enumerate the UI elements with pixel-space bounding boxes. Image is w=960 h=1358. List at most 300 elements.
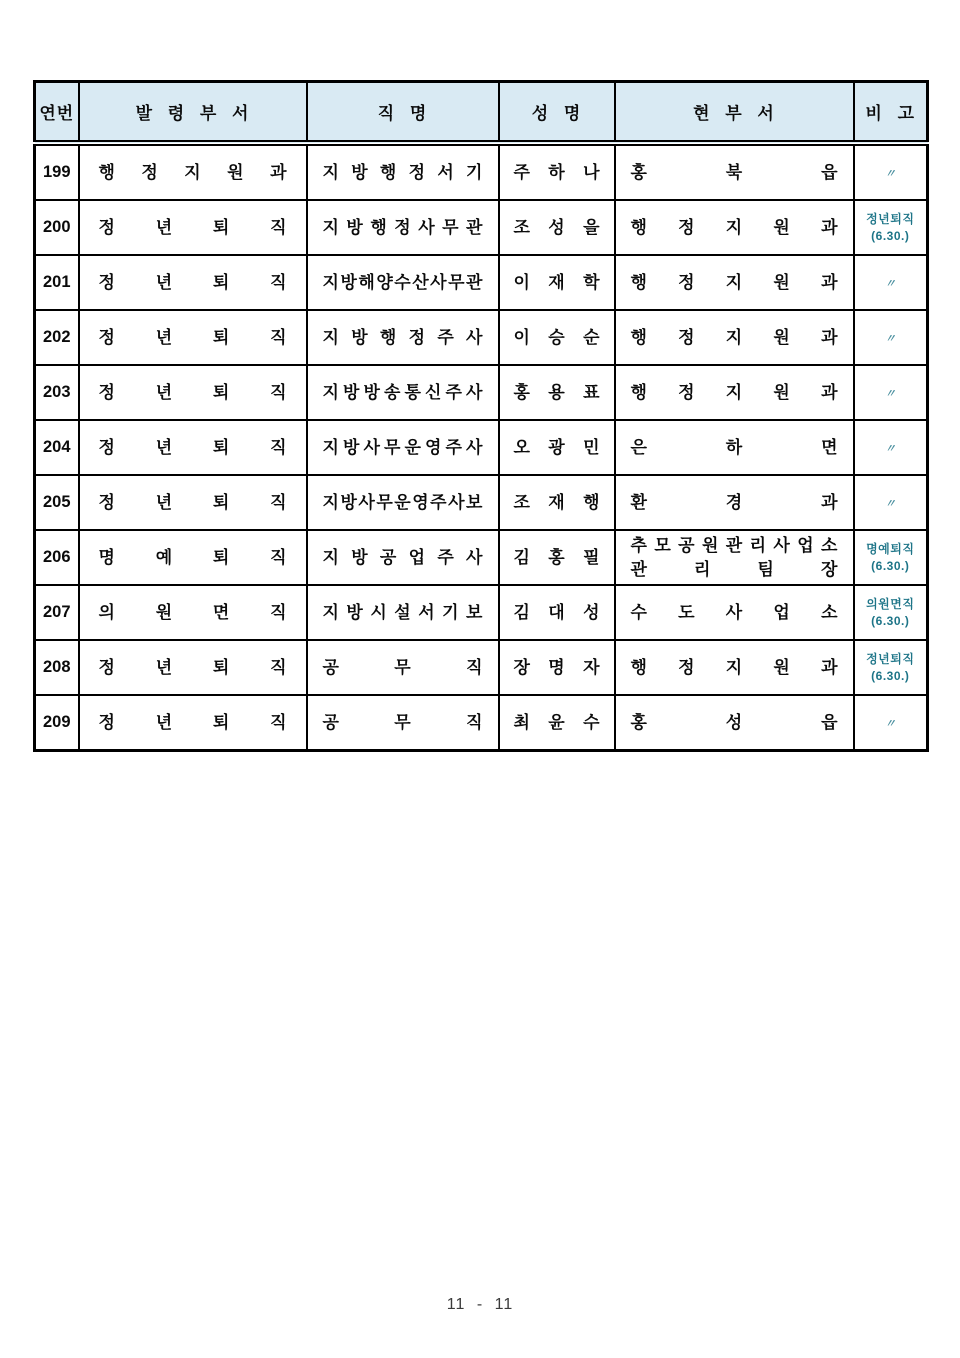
table-row <box>35 475 928 530</box>
char-token: 주 <box>445 382 462 402</box>
char-token: 방 <box>351 162 368 182</box>
char-token: 원 <box>227 162 244 182</box>
cell-position-title-text <box>308 546 498 570</box>
char-token: 년 <box>155 657 173 677</box>
cell-name-text <box>500 601 614 625</box>
cell-name-content <box>500 531 614 584</box>
cell-name-text <box>500 271 614 295</box>
char-token: 지 <box>322 327 339 347</box>
char-token: 관 <box>466 217 483 237</box>
cell-position-title-content <box>308 256 498 309</box>
char-token: 방 <box>351 547 368 567</box>
cell-assigned-dept-text <box>80 381 306 405</box>
remark-text: 명예퇴직 <box>866 541 915 556</box>
cell-name-content <box>500 476 614 529</box>
cell-current-dept <box>615 695 854 751</box>
char-token: 정 <box>141 162 158 182</box>
char-token: 정 <box>98 492 115 512</box>
cell-assigned-dept-content <box>80 201 306 254</box>
char-token: 퇴 <box>212 437 230 457</box>
char-token: 지 <box>322 492 339 512</box>
char-token: 정 <box>98 272 115 292</box>
char-token: 리 <box>749 535 766 555</box>
cell-name-text <box>500 381 614 405</box>
char-token: 사 <box>448 492 465 512</box>
cell-current-dept-content <box>616 201 853 254</box>
header-assigned-dept: 발 령 부 서 <box>79 82 307 144</box>
char-token: 과 <box>270 162 287 182</box>
cell-position-title-text <box>308 491 498 515</box>
char-token: 은 <box>630 437 647 457</box>
cell-current-dept-text <box>616 491 853 515</box>
char-token: 보 <box>466 602 483 622</box>
cell-assigned-dept <box>79 310 307 365</box>
cell-name <box>499 310 615 365</box>
table-row <box>35 640 928 695</box>
cell-remarks <box>854 475 928 530</box>
cell-position-title-text <box>308 436 498 460</box>
char-token: 산 <box>412 272 429 292</box>
cell-current-dept-content <box>616 146 853 199</box>
char-token: 업 <box>773 602 790 622</box>
cell-assigned-dept-text <box>80 216 306 240</box>
cell-remarks-content <box>855 421 927 474</box>
ditto-mark: 〃 <box>884 387 896 400</box>
cell-serial-no: 208 <box>35 640 79 695</box>
char-token: 윤 <box>548 712 565 732</box>
char-token: 지 <box>725 327 743 347</box>
cell-remarks-content <box>855 311 927 364</box>
char-token: 년 <box>155 712 173 732</box>
cell-current-dept-text <box>616 271 853 295</box>
char-token: 직 <box>270 492 287 512</box>
char-token: 정 <box>678 272 695 292</box>
char-token: 행 <box>370 217 387 237</box>
char-token: 직 <box>466 712 483 732</box>
char-token: 민 <box>583 437 600 457</box>
char-token: 과 <box>821 657 838 677</box>
char-token: 년 <box>155 492 173 512</box>
char-token: 정 <box>678 657 695 677</box>
char-token: 주 <box>445 437 462 457</box>
char-token: 설 <box>394 602 411 622</box>
char-token: 원 <box>701 535 719 555</box>
char-token: 지 <box>725 217 743 237</box>
char-token: 장 <box>821 559 838 579</box>
cell-assigned-dept-content <box>80 641 306 694</box>
char-token: 사 <box>358 492 375 512</box>
char-token: 수 <box>630 602 647 622</box>
char-token: 과 <box>821 327 838 347</box>
cell-current-dept-text <box>616 711 853 735</box>
char-token: 정 <box>98 382 115 402</box>
cell-assigned-dept <box>79 640 307 695</box>
char-token: 지 <box>322 217 339 237</box>
cell-current-dept-content <box>616 256 853 309</box>
cell-position-title <box>307 200 499 255</box>
char-token: 도 <box>678 602 695 622</box>
char-token: 방 <box>351 327 368 347</box>
char-token: 무 <box>384 437 401 457</box>
cell-current-dept-text <box>616 601 853 625</box>
cell-name-content <box>500 421 614 474</box>
table-row <box>35 200 928 255</box>
ditto-mark: 〃 <box>884 277 896 290</box>
cell-name-content <box>500 146 614 199</box>
cell-position-title-content <box>308 641 498 694</box>
cell-remarks-content <box>855 476 927 529</box>
char-token: 사 <box>466 547 483 567</box>
char-token: 퇴 <box>212 492 230 512</box>
cell-position-title-content <box>308 146 498 199</box>
cell-remarks-content <box>855 256 927 309</box>
cell-position-title-text <box>308 216 498 240</box>
cell-position-title <box>307 530 499 585</box>
char-token: 직 <box>466 657 483 677</box>
char-token: 행 <box>630 327 647 347</box>
cell-serial-no: 204 <box>35 420 79 475</box>
cell-position-title-content <box>308 311 498 364</box>
char-token: 지 <box>725 382 743 402</box>
char-token: 주 <box>513 162 530 182</box>
cell-name <box>499 695 615 751</box>
cell-name-text <box>500 161 614 185</box>
table-row <box>35 420 928 475</box>
char-token: 예 <box>155 547 173 567</box>
cell-assigned-dept-text <box>80 546 306 570</box>
char-token: 송 <box>384 382 401 402</box>
cell-current-dept <box>615 200 854 255</box>
cell-serial-no: 207 <box>35 585 79 640</box>
char-token: 명 <box>548 657 565 677</box>
char-token: 년 <box>155 437 173 457</box>
char-token: 무 <box>442 217 459 237</box>
header-remarks: 비 고 <box>854 82 928 144</box>
table-row <box>35 310 928 365</box>
char-token: 직 <box>270 327 287 347</box>
cell-assigned-dept-content <box>80 696 306 749</box>
cell-current-dept-content <box>616 586 853 639</box>
char-token: 지 <box>322 547 339 567</box>
char-token: 조 <box>513 492 530 512</box>
cell-position-title <box>307 143 499 200</box>
char-token: 표 <box>583 382 600 402</box>
cell-assigned-dept-content <box>80 421 306 474</box>
personnel-order-table <box>33 80 929 752</box>
cell-remarks <box>854 143 928 200</box>
char-token: 자 <box>583 657 600 677</box>
char-token: 수 <box>394 272 411 292</box>
cell-assigned-dept <box>79 143 307 200</box>
cell-assigned-dept-content <box>80 256 306 309</box>
char-token: 정 <box>98 712 115 732</box>
char-token: 명 <box>98 547 115 567</box>
cell-remarks-content <box>855 641 927 694</box>
char-token: 행 <box>583 492 600 512</box>
char-token: 직 <box>270 547 287 567</box>
cell-name-text <box>500 546 614 570</box>
cell-serial-no: 209 <box>35 695 79 751</box>
cell-assigned-dept <box>79 255 307 310</box>
cell-name <box>499 365 615 420</box>
char-token: 원 <box>155 602 173 622</box>
cell-serial-no: 199 <box>35 143 79 200</box>
table-row <box>35 255 928 310</box>
table-row <box>35 143 928 200</box>
char-token: 팀 <box>757 559 774 579</box>
char-token: 운 <box>404 437 421 457</box>
cell-position-title-text <box>308 601 498 625</box>
cell-position-title-content <box>308 586 498 639</box>
table-row <box>35 585 928 640</box>
cell-current-dept-content <box>616 476 853 529</box>
cell-name-content <box>500 696 614 749</box>
cell-current-dept <box>615 365 854 420</box>
char-token: 시 <box>370 602 387 622</box>
cell-name-text <box>500 711 614 735</box>
cell-remarks <box>854 640 928 695</box>
char-token: 하 <box>725 437 743 457</box>
cell-position-title <box>307 640 499 695</box>
cell-assigned-dept-text <box>80 436 306 460</box>
cell-current-dept-text <box>616 161 853 185</box>
char-token: 서 <box>437 162 454 182</box>
cell-position-title <box>307 310 499 365</box>
cell-assigned-dept-text <box>80 601 306 625</box>
cell-current-dept-content <box>616 311 853 364</box>
cell-current-dept-text <box>616 436 853 460</box>
cell-serial-no: 202 <box>35 310 79 365</box>
char-token: 승 <box>548 327 565 347</box>
char-token: 홍 <box>630 712 647 732</box>
char-token: 영 <box>425 437 442 457</box>
char-token: 을 <box>583 217 600 237</box>
char-token: 기 <box>466 162 483 182</box>
char-token: 과 <box>821 382 838 402</box>
char-token: 사 <box>430 272 447 292</box>
char-token: 행 <box>379 327 397 347</box>
char-token: 관 <box>725 535 743 555</box>
char-token: 사 <box>466 437 483 457</box>
char-token: 퇴 <box>212 272 230 292</box>
char-token: 용 <box>548 382 565 402</box>
cell-name <box>499 200 615 255</box>
char-token: 북 <box>725 162 743 182</box>
char-token: 업 <box>797 535 814 555</box>
char-token: 소 <box>821 602 838 622</box>
char-token: 직 <box>270 437 287 457</box>
cell-remarks <box>854 585 928 640</box>
cell-position-title-text <box>308 326 498 350</box>
cell-remarks-content <box>855 696 927 749</box>
char-token: 직 <box>270 712 287 732</box>
cell-current-dept <box>615 143 854 200</box>
cell-position-title-text <box>308 381 498 405</box>
char-token: 퇴 <box>212 657 230 677</box>
cell-name-text <box>500 656 614 680</box>
char-token: 재 <box>548 492 565 512</box>
char-token: 주 <box>437 547 454 567</box>
char-token: 무 <box>376 492 393 512</box>
cell-position-title <box>307 365 499 420</box>
char-token: 면 <box>821 437 838 457</box>
cell-remarks-content <box>855 146 927 199</box>
ditto-mark: 〃 <box>884 717 896 730</box>
char-token: 모 <box>654 535 671 555</box>
table-row <box>35 365 928 420</box>
header-name: 성 명 <box>499 82 615 144</box>
cell-assigned-dept-text <box>80 161 306 185</box>
char-token: 직 <box>270 382 287 402</box>
cell-remarks-content <box>855 201 927 254</box>
cell-name <box>499 640 615 695</box>
header-row <box>35 82 928 144</box>
cell-remarks <box>854 200 928 255</box>
cell-position-title-content <box>308 531 498 584</box>
cell-remarks-content <box>855 531 927 584</box>
char-token: 과 <box>821 217 838 237</box>
cell-assigned-dept-text <box>80 326 306 350</box>
cell-assigned-dept <box>79 200 307 255</box>
char-token: 홍 <box>630 162 647 182</box>
char-token: 면 <box>212 602 230 622</box>
cell-assigned-dept-text <box>80 491 306 515</box>
char-token: 무 <box>448 272 465 292</box>
char-token: 정 <box>678 382 695 402</box>
char-token: 무 <box>394 712 411 732</box>
header-serial-no: 연번 <box>35 82 79 144</box>
cell-assigned-dept-text <box>80 271 306 295</box>
cell-current-dept-text <box>616 381 853 405</box>
cell-position-title-text <box>308 271 498 295</box>
remark-text: 의원면직 <box>866 596 915 611</box>
cell-current-dept-text <box>616 558 853 582</box>
cell-current-dept-text <box>616 656 853 680</box>
char-token: 사 <box>363 437 380 457</box>
remark-text: (6.30.) <box>871 613 910 628</box>
ditto-mark: 〃 <box>884 497 896 510</box>
char-token: 행 <box>630 272 647 292</box>
cell-current-dept <box>615 640 854 695</box>
cell-remarks-content <box>855 586 927 639</box>
char-token: 관 <box>630 559 647 579</box>
char-token: 사 <box>725 602 743 622</box>
cell-name-content <box>500 586 614 639</box>
cell-name <box>499 530 615 585</box>
remark-text: 정년퇴직 <box>866 651 915 666</box>
char-token: 순 <box>583 327 600 347</box>
cell-assigned-dept-content <box>80 586 306 639</box>
remark-text: (6.30.) <box>871 228 910 243</box>
char-token: 기 <box>442 602 459 622</box>
char-token: 주 <box>430 492 447 512</box>
cell-position-title-text <box>308 656 498 680</box>
cell-name <box>499 585 615 640</box>
cell-position-title <box>307 255 499 310</box>
char-token: 지 <box>322 382 339 402</box>
cell-assigned-dept-content <box>80 311 306 364</box>
cell-name-content <box>500 256 614 309</box>
page-number: 11 - 11 <box>446 1296 514 1313</box>
cell-serial-no: 206 <box>35 530 79 585</box>
char-token: 행 <box>630 217 647 237</box>
cell-assigned-dept <box>79 475 307 530</box>
char-token: 행 <box>630 382 647 402</box>
cell-remarks <box>854 365 928 420</box>
char-token: 원 <box>773 657 790 677</box>
char-token: 읍 <box>821 162 838 182</box>
table-body <box>35 143 928 751</box>
char-token: 공 <box>379 547 397 567</box>
char-token: 서 <box>418 602 435 622</box>
char-token: 영 <box>412 492 429 512</box>
char-token: 정 <box>98 657 115 677</box>
remark-text: (6.30.) <box>871 558 910 573</box>
char-token: 직 <box>270 217 287 237</box>
char-token: 직 <box>270 657 287 677</box>
char-token: 오 <box>513 437 530 457</box>
char-token: 원 <box>773 327 790 347</box>
cell-name <box>499 475 615 530</box>
cell-current-dept <box>615 585 854 640</box>
char-token: 퇴 <box>212 327 230 347</box>
char-token: 학 <box>583 272 600 292</box>
char-token: 환 <box>630 492 647 512</box>
cell-assigned-dept-content <box>80 146 306 199</box>
char-token: 사 <box>418 217 435 237</box>
cell-name <box>499 143 615 200</box>
char-token: 퇴 <box>212 217 230 237</box>
cell-assigned-dept-text <box>80 656 306 680</box>
cell-position-title-text <box>308 711 498 735</box>
char-token: 방 <box>343 437 360 457</box>
char-token: 방 <box>363 382 380 402</box>
char-token: 소 <box>821 535 838 555</box>
char-token: 퇴 <box>212 382 230 402</box>
char-token: 퇴 <box>212 547 230 567</box>
cell-position-title-content <box>308 476 498 529</box>
char-token: 필 <box>583 547 600 567</box>
cell-current-dept-content <box>616 421 853 474</box>
cell-name-content <box>500 641 614 694</box>
char-token: 신 <box>425 382 442 402</box>
cell-name <box>499 255 615 310</box>
cell-position-title-content <box>308 696 498 749</box>
char-token: 사 <box>466 382 483 402</box>
char-token: 과 <box>821 492 838 512</box>
cell-position-title-text <box>308 161 498 185</box>
char-token: 행 <box>630 657 647 677</box>
char-token: 하 <box>548 162 565 182</box>
char-token: 정 <box>678 327 695 347</box>
char-token: 년 <box>155 382 173 402</box>
cell-name-content <box>500 201 614 254</box>
char-token: 방 <box>346 217 363 237</box>
char-token: 추 <box>630 535 647 555</box>
char-token: 방 <box>340 272 357 292</box>
cell-name-content <box>500 311 614 364</box>
char-token: 정 <box>394 217 411 237</box>
char-token: 정 <box>98 437 115 457</box>
cell-assigned-dept <box>79 695 307 751</box>
char-token: 무 <box>394 657 411 677</box>
cell-assigned-dept-content <box>80 366 306 419</box>
char-token: 김 <box>513 602 530 622</box>
cell-serial-no: 205 <box>35 475 79 530</box>
char-token: 지 <box>322 437 339 457</box>
char-token: 성 <box>725 712 743 732</box>
header-current-dept: 현 부 서 <box>615 82 854 144</box>
